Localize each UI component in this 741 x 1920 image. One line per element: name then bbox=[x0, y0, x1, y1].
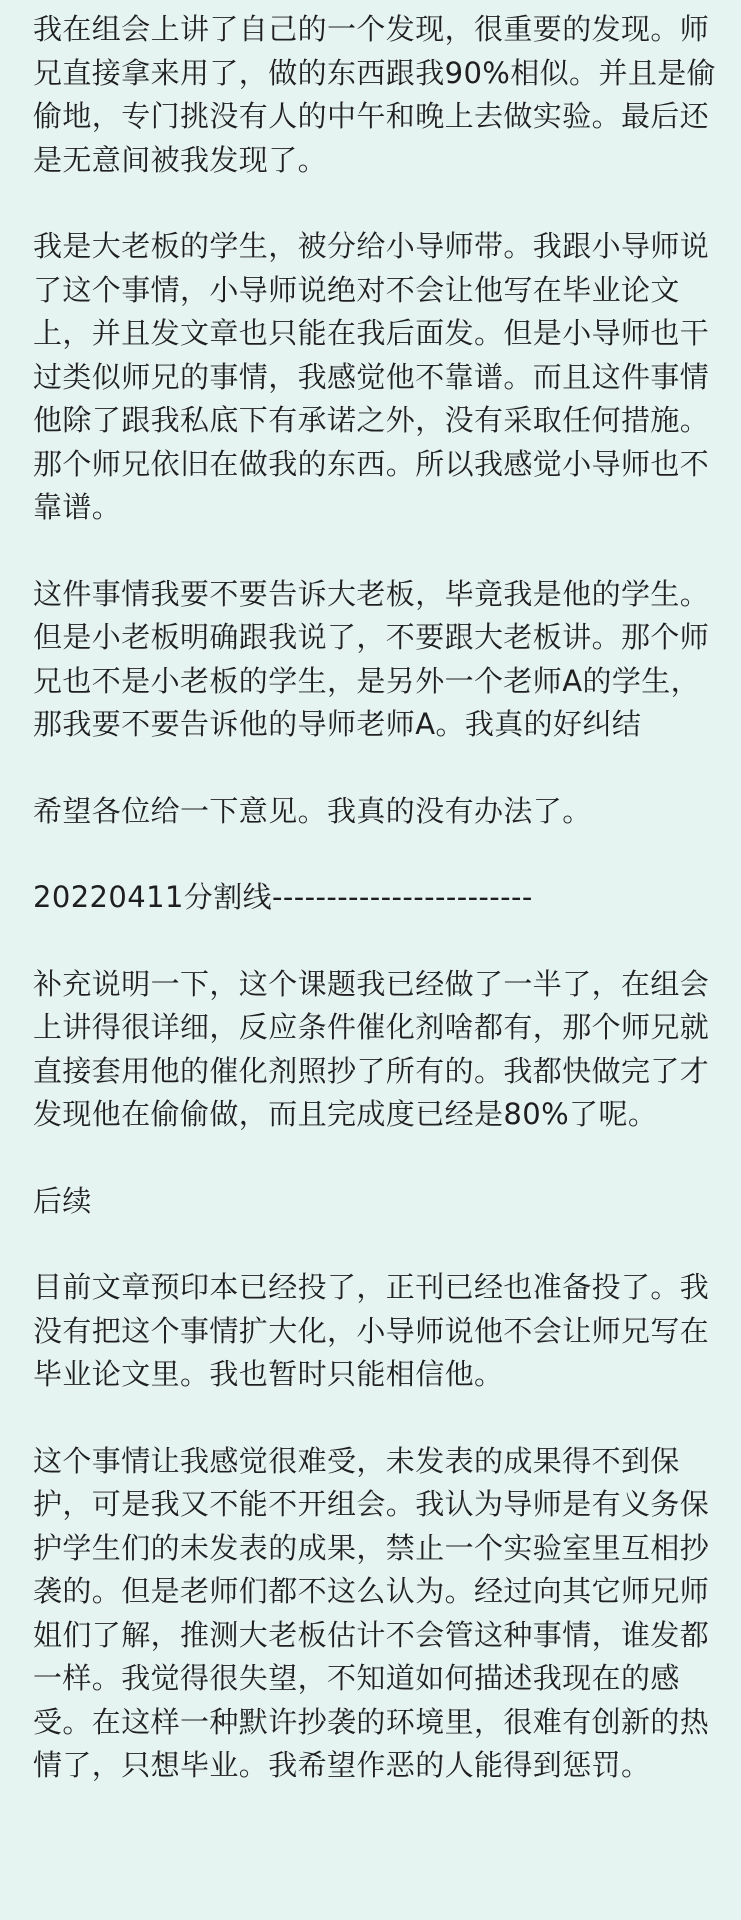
paragraph-advisor: 我是大老板的学生，被分给小导师带。我跟小导师说了这个事情，小导师说绝对不会让他写在毕业论文上，并且发文章也只能在我后面发。但是小导师也干过类似师兄的事情，我感觉他不靠谱。而且这件事情他除了跟我私底下有承诺之外，没有采取任何措施。那个师兄依旧在做我的东西。所以我感觉小导师也不靠谱。 bbox=[33, 229, 710, 524]
paragraph-discovery: 我在组会上讲了自己的一个发现，很重要的发现。师兄直接拿来用了，做的东西跟我90%相似。并且是偷偷地，专门挑没有人的中午和晚上去做实验。最后还是无意间被我发现了。 bbox=[33, 12, 717, 177]
followup-heading: 后续 bbox=[33, 1183, 92, 1218]
paragraph-request: 希望各位给一下意见。我真的没有办法了。 bbox=[33, 793, 592, 828]
paragraph-followup: 目前文章预印本已经投了，正刊已经也准备投了。我没有把这个事情扩大化，小导师说他不会让师兄写在毕业论文里。我也暂时只能相信他。 bbox=[33, 1270, 710, 1391]
paragraph-conclusion: 这个事情让我感觉很难受，未发表的成果得不到保护，可是我又不能不开组会。我认为导师是有义务保护学生们的未发表的成果，禁止一个实验室里互相抄袭的。但是老师们都不这么认为。经过向其它师兄师姐们了解，推测大老板估计不会管这种事情，谁发都一样。我觉得很失望，不知道如何描述我现在的感受。在这样一种默许抄袭的环境里，很难有创新的热情了，只想毕业。我希望作恶的人能得到惩罚。 bbox=[33, 1443, 710, 1782]
paragraph-supplement: 补充说明一下，这个课题我已经做了一半了，在组会上讲得很详细，反应条件催化剂啥都有，那个师兄就直接套用他的催化剂照抄了所有的。我都快做完了才发现他在偷偷做，而且完成度已经是80%了呢。 bbox=[33, 966, 710, 1131]
divider-line: 20220411分割线------------------------ bbox=[33, 880, 533, 914]
paragraph-dilemma: 这件事情我要不要告诉大老板，毕竟我是他的学生。但是小老板明确跟我说了，不要跟大老板讲。那个师兄也不是小老板的学生，是另外一个老师A的学生，那我要不要告诉他的导师老师A。我真的好纠结 bbox=[33, 576, 710, 741]
